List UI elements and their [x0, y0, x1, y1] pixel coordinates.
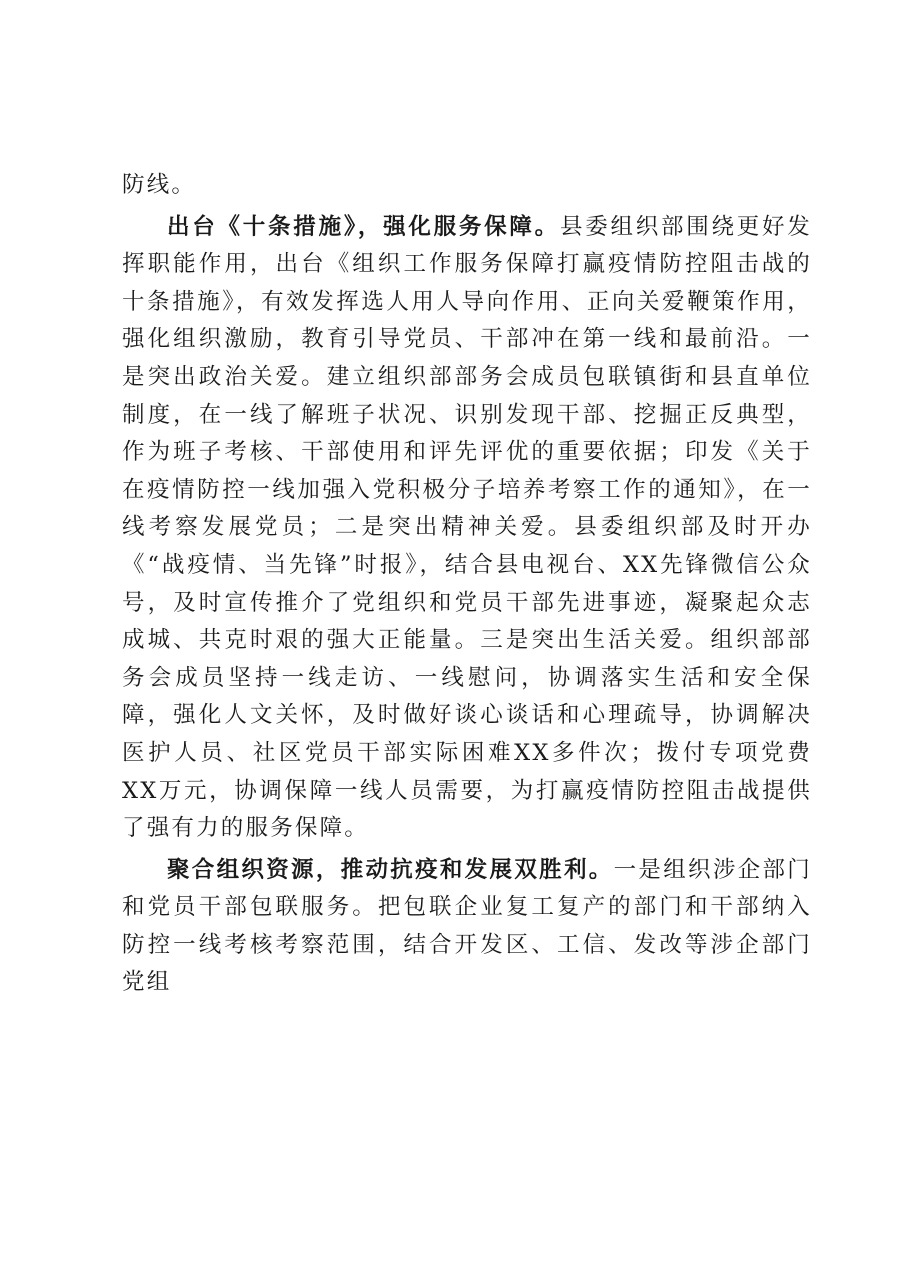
paragraph-resource-aggregation: [122, 852, 812, 1002]
paragraph-text: 防线。: [122, 172, 197, 198]
paragraph-text: 一是组织涉企部门和党员干部包联服务。把包联企业复工复产的部门和干部纳入防控一线考核考察范围，结合开发区、工信、发改等涉企部门党组: [122, 856, 812, 996]
paragraph-heading: 聚合组织资源，推动抗疫和发展双胜利。: [167, 856, 614, 883]
paragraph-text: 县委组织部围绕更好发挥职能作用，出台《组织工作服务保障打赢疫情防控阻击战的十条措施》，有效发挥选人用人导向作用、正向关爱鞭策作用，强化组织激励，教育引导党员、干部冲在第一线和最前沿。一是突出政治关爱。建立组织部部务会成员包联镇街和县直单位制度，在一线了解班子状况、识别发现干部、挖掘正反典型，作为班子考核、干部使用和评先评优的重要依据；印发《关于在疫情防控一线加强入党积极分子培养考察工作的通知》，在一线考察发展党员；二是突出精神关爱。县委组织部及时开办《“战疫情、当先锋”时报》，结合县电视台、XX先锋微信公众号，及时宣传推介了党组织和党员干部先进事迹，凝聚起众志成城、共克时艰的强大正能量。三是突出生活关爱。组织部部务会成员坚持一线走访、一线慰问，协调落实生活和安全保障，强化人文关怀，及时做好谈心谈话和心理疏导，协调解决医护人员、社区党员干部实际困难XX多件次；拨付专项党费XX万元，协调保障一线人员需要，为打赢疫情防控阻击战提供了强有力的服务保障。: [122, 213, 812, 842]
paragraph-continuation: [122, 167, 812, 205]
paragraph-service-guarantee: [122, 209, 812, 848]
paragraph-heading: 出台《十条措施》，强化服务保障。: [167, 213, 560, 240]
document-page: [122, 167, 812, 1002]
